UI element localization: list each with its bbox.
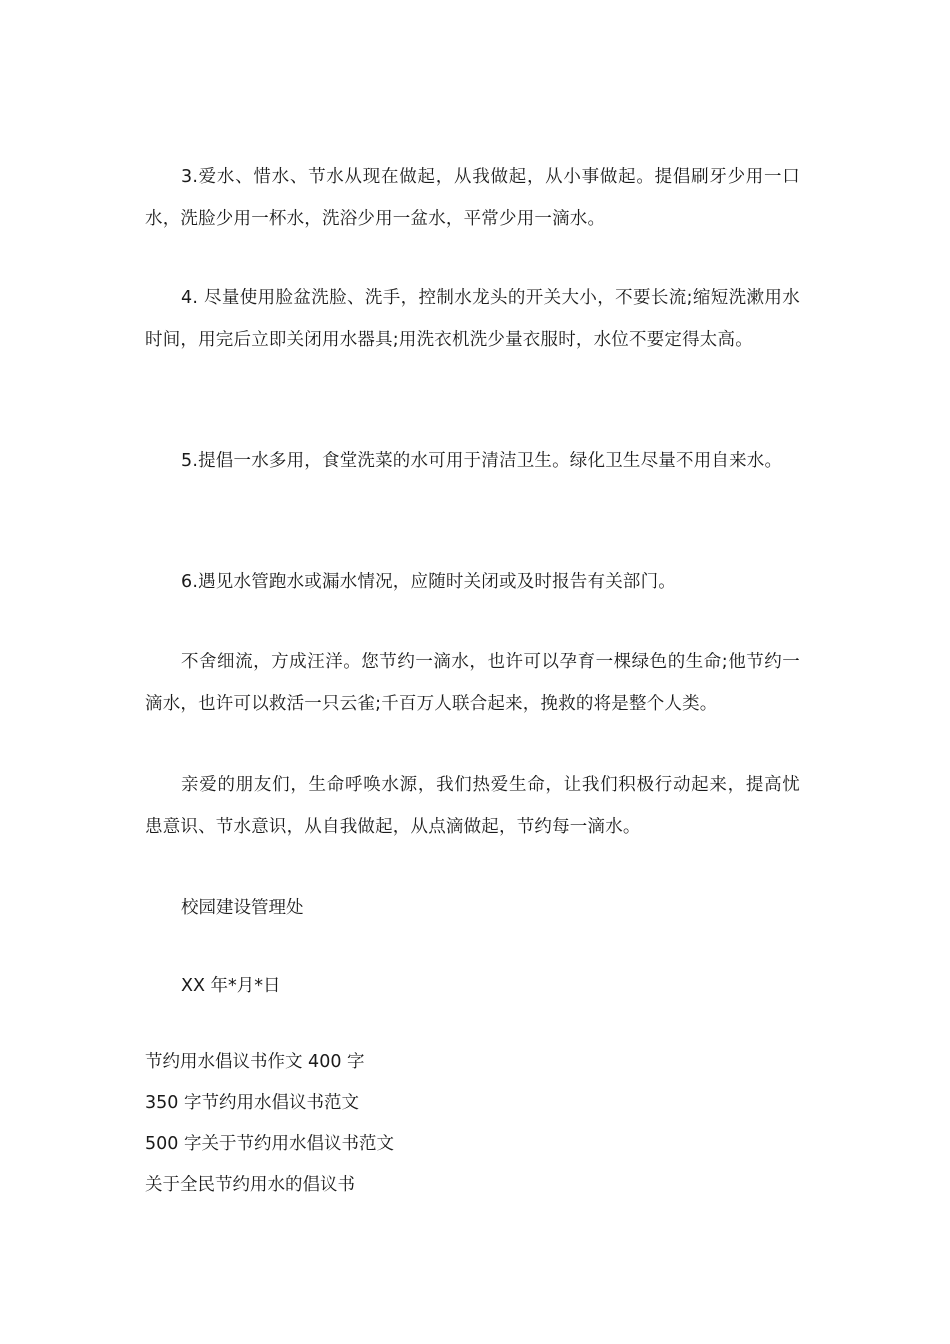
related-link[interactable]: 500 字关于节约用水倡议书范文 (145, 1134, 394, 1154)
paragraph-appeal: 亲爱的朋友们，生命呼唤水源，我们热爱生命，让我们积极行动起来，提高忧患意识、节水意识，从自我做起，从点滴做起，节约每一滴水。 (145, 775, 800, 837)
signature-org: 校园建设管理处 (181, 898, 304, 918)
related-link[interactable]: 关于全民节约用水的倡议书 (145, 1175, 355, 1195)
paragraph-item-5: 5.提倡一水多用，食堂洗菜的水可用于清洁卫生。绿化卫生尽量不用自来水。 (181, 451, 783, 471)
related-link[interactable]: 350 字节约用水倡议书范文 (145, 1093, 359, 1113)
paragraph-item-3: 3.爱水、惜水、节水从现在做起，从我做起，从小事做起。提倡刷牙少用一口水，洗脸少用一杯水，洗浴少用一盆水，平常少用一滴水。 (145, 167, 800, 229)
paragraph-item-6: 6.遇见水管跑水或漏水情况，应随时关闭或及时报告有关部门。 (181, 572, 676, 592)
signature-date: XX 年*月*日 (181, 976, 281, 996)
related-link[interactable]: 节约用水倡议书作文 400 字 (145, 1052, 365, 1072)
paragraph-item-4: 4. 尽量使用脸盆洗脸、洗手，控制水龙头的开关大小，不要长流;缩短洗漱用水时间，用完后立即关闭用水器具;用洗衣机洗少量衣服时，水位不要定得太高。 (145, 288, 800, 350)
related-links-list (145, 1050, 394, 1214)
paragraph-closing: 不舍细流，方成汪洋。您节约一滴水，也许可以孕育一棵绿色的生命;他节约一滴水，也许可以救活一只云雀;千百万人联合起来，挽救的将是整个人类。 (145, 652, 800, 714)
